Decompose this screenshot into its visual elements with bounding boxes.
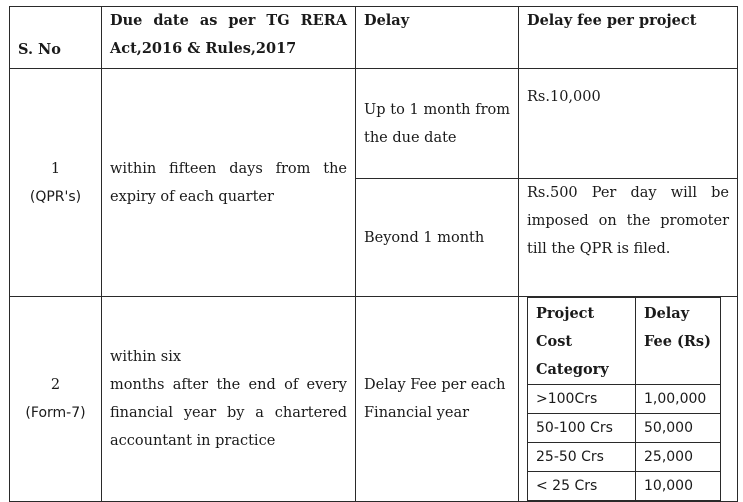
row-1a	[10, 69, 738, 179]
fee-category-header	[528, 298, 721, 385]
row1-due-date: within fifteen days from the expiry of each quarter	[102, 69, 356, 297]
row2-sno-num: 2	[50, 377, 61, 393]
header-delay: Delay	[356, 7, 519, 69]
fee-category-cell: < 25 Crs	[528, 472, 636, 501]
row2-due-date-line2: months after the end of every financial year by a chartered accountant in practice	[110, 377, 347, 449]
row2-sno	[10, 297, 102, 502]
fee-category-cell: 50-100 Crs	[528, 414, 636, 443]
row1-delay-a: Up to 1 month from the due date	[356, 69, 519, 179]
row2-due-date-line1: within six	[110, 349, 182, 365]
header-sno: S. No	[10, 7, 102, 69]
header-due-date: Due date as per TG RERA Act,2016 & Rules,2017	[102, 7, 356, 69]
fee-amount-cell: 50,000	[636, 414, 721, 443]
fee-category-row	[528, 472, 721, 501]
fee-category-row	[528, 414, 721, 443]
row2-sno-label: (Form-7)	[25, 405, 86, 421]
row1-fee-a: Rs.10,000	[519, 69, 738, 179]
row1-fee-b: Rs.500 Per day will be imposed on the promoter till the QPR is filed.	[519, 179, 738, 297]
row2-due-date	[102, 297, 356, 502]
fee-amount-cell: 10,000	[636, 472, 721, 501]
delay-fee-table	[9, 6, 738, 502]
row1-sno-label: (QPR's)	[29, 188, 82, 205]
row2-fee	[519, 297, 738, 502]
row1-delay-b: Beyond 1 month	[356, 179, 519, 297]
fee-category-header-category: Project Cost Category	[528, 298, 636, 385]
fee-category-cell: 25-50 Crs	[528, 443, 636, 472]
row2-delay: Delay Fee per each Financial year	[356, 297, 519, 502]
fee-category-row	[528, 443, 721, 472]
fee-category-table	[527, 297, 721, 501]
fee-category-row	[528, 385, 721, 414]
fee-category-header-fee: Delay Fee (Rs)	[636, 298, 721, 385]
header-fee: Delay fee per project	[519, 7, 738, 69]
row1-sno-num: 1	[50, 160, 61, 177]
row1-sno	[10, 69, 102, 297]
fee-category-cell: >100Crs	[528, 385, 636, 414]
fee-amount-cell: 1,00,000	[636, 385, 721, 414]
header-row	[10, 7, 738, 69]
row-2	[10, 297, 738, 502]
fee-amount-cell: 25,000	[636, 443, 721, 472]
